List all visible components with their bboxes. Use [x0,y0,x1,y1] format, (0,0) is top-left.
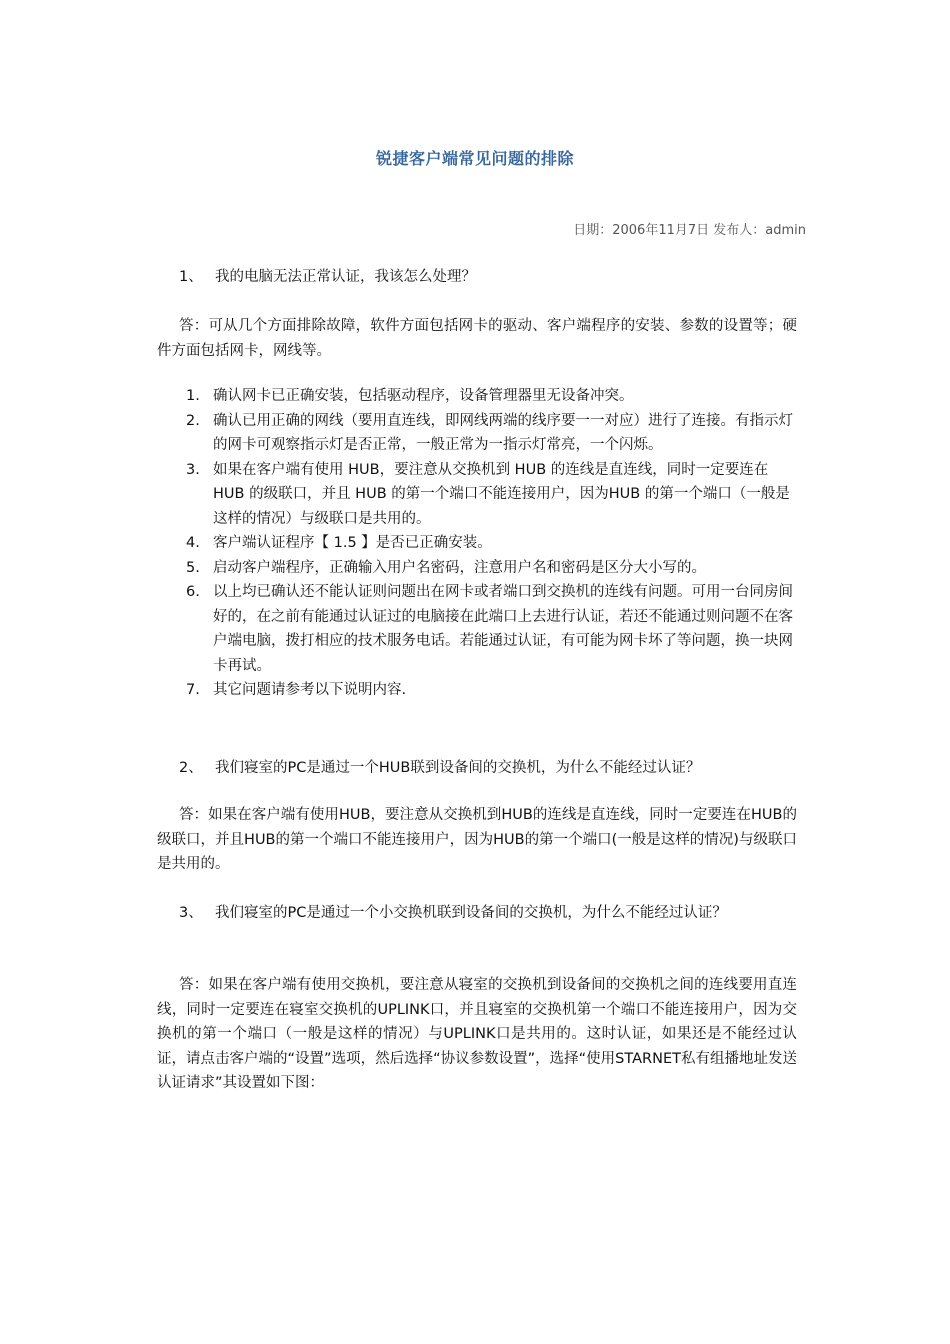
list-item-text: 启动客户端程序，正确输入用户名密码，注意用户名和密码是区分大小写的。 [213,559,706,576]
question-number: 1、 [179,269,203,285]
question-number: 3、 [179,905,203,921]
list-marker: 1. [186,388,200,404]
list-item-text: 确认已用正确的网线（要用直连线，即网线两端的线序要一一对应）进行了连接。有指示灯的网卡可观察指示灯是否正常，一般正常为一指示灯常亮，一个闪烁。 [213,412,793,453]
question-text: 我们寝室的PC是通过一个HUB联到设备间的交换机，为什么不能经过认证？ [215,760,701,776]
list-item-text: 如果在客户端有使用 HUB，要注意从交换机到 HUB 的连线是直连线，同时一定要连在 HUB 的级联口，并且 HUB 的第一个端口不能连接用户，因为HUB 的第一个端口（一般是这样的情况）与级联口是共用的。 [213,461,790,527]
question-1 [157,265,797,289]
list-item [157,678,797,703]
list-item-text: 确认网卡已正确安装，包括驱动程序，设备管理器里无设备冲突。 [213,388,634,404]
answer-3: 答：如果在客户端有使用交换机，要注意从寝室的交换机到设备间的交换机之间的连线要用直连线，同时一定要连在寝室交换机的UPLINK口，并且寝室的交换机第一个端口不能连接用户，因为交换机的第一个端口（一般是这样的情况）与UPLINK口是共用的。这时认证，如果还是不能经过认证，请点击客户端的“设置”选项，然后选择“协议参数设置”，选择“使用STARNET私有组播地址发送认证请求”其设置如下图： [157,977,797,1091]
list-marker: 7. [186,682,200,698]
list-marker: 6. [186,584,200,600]
list-item [157,458,797,532]
list-marker: 3. [186,461,200,478]
list-item-text: 客户端认证程序【 1.5 】是否已正确安装。 [213,535,492,551]
list-marker: 5. [186,559,200,576]
list-item [157,556,797,581]
list-item [157,580,797,678]
question-text: 我们寝室的PC是通过一个小交换机联到设备间的交换机，为什么不能经过认证？ [215,905,727,921]
list-item [157,531,797,556]
question-3 [157,901,797,925]
troubleshooting-steps [157,384,797,703]
question-2 [157,756,797,780]
list-marker: 2. [186,412,200,429]
list-item [157,384,797,409]
publish-info: 日期：2006年11月7日 发布人：admin [573,223,806,238]
answer-1: 答：可从几个方面排除故障，软件方面包括网卡的驱动、客户端程序的安装、参数的设置等；硬件方面包括网卡，网线等。 [157,318,797,359]
list-marker: 4. [186,535,200,551]
question-number: 2、 [179,760,203,776]
question-text: 我的电脑无法正常认证，我该怎么处理？ [215,269,476,285]
list-item [157,409,797,458]
list-item-text: 以上均已确认还不能认证则问题出在网卡或者端口到交换机的连线有问题。可用一台同房间好的，在之前有能通过认证过的电脑接在此端口上去进行认证，若还不能通过则问题不在客户端电脑，拨打相应的技术服务电话。若能通过认证，有可能为网卡坏了等问题，换一块网卡再试。 [213,584,793,674]
document-title: 锐捷客户端常见问题的排除 [375,149,574,168]
answer-2: 答：如果在客户端有使用HUB，要注意从交换机到HUB的连线是直连线，同时一定要连在HUB的级联口，并且HUB的第一个端口不能连接用户，因为HUB的第一个端口(一般是这样的情况)与级联口是共用的。 [157,807,797,872]
list-item-text: 其它问题请参考以下说明内容. [213,682,407,698]
